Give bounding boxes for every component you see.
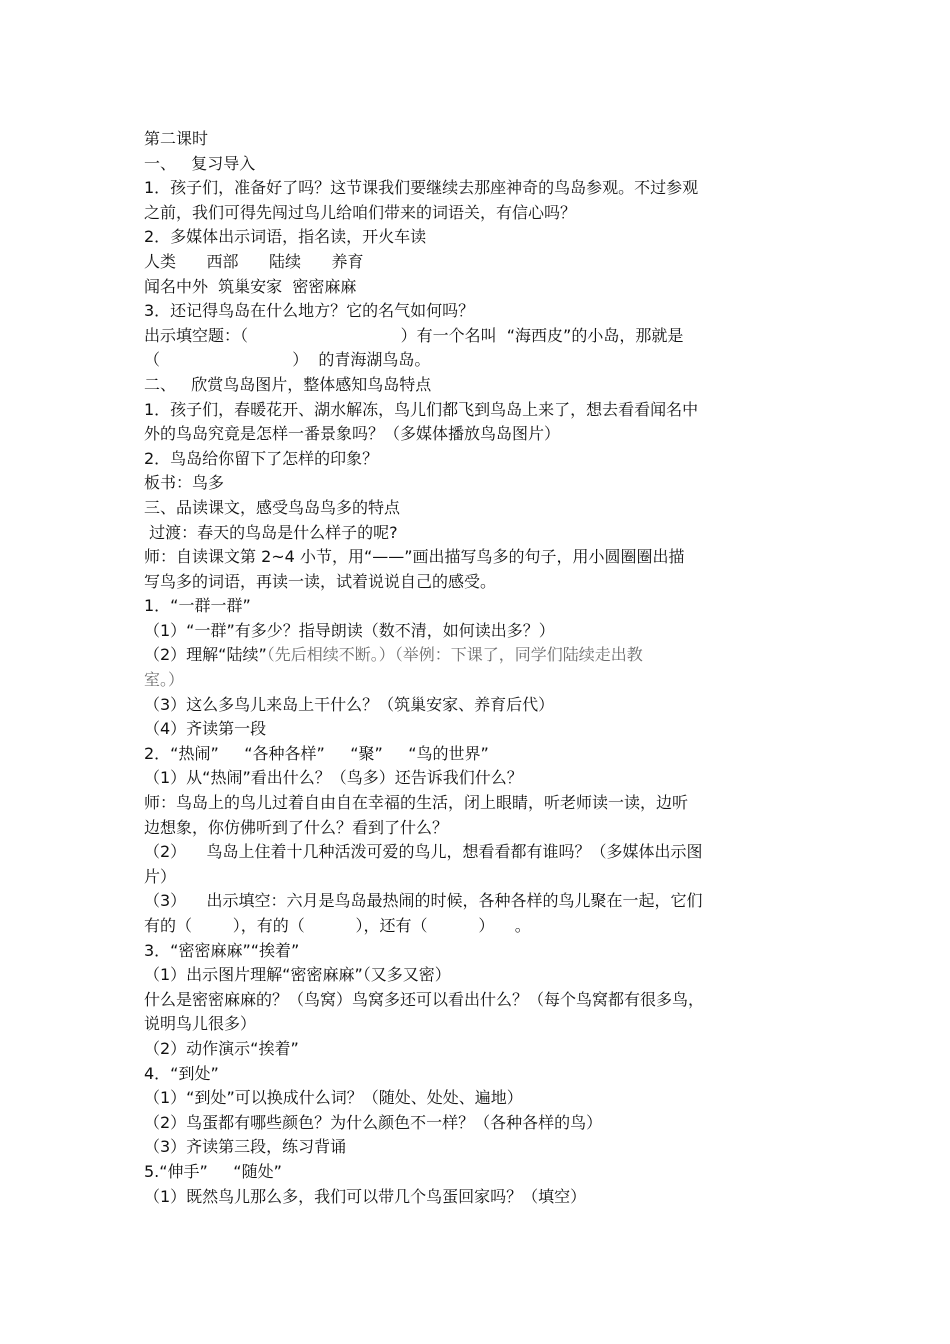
text-line: 室。） xyxy=(144,670,185,690)
text-line: （4）齐读第一段 xyxy=(144,719,267,739)
text-line: 片） xyxy=(144,866,177,886)
text-line: 4．“到处” xyxy=(144,1063,219,1083)
text-line: （1）既然鸟儿那么多，我们可以带几个鸟蛋回家吗？（填空） xyxy=(144,1186,587,1206)
text-line: 2．多媒体出示词语，指名读，开火车读 xyxy=(144,227,427,247)
text-line: 边想象，你仿佛听到了什么？看到了什么？ xyxy=(144,817,449,837)
text-line: 1．“一群一群” xyxy=(144,596,251,616)
text-line: （3）这么多鸟儿来岛上干什么？（筑巢安家、养育后代） xyxy=(144,694,555,714)
text-line: 过渡：春天的鸟岛是什么样子的呢? xyxy=(144,522,398,542)
text-line: （1）从“热闹”看出什么？（鸟多）还告诉我们什么？ xyxy=(144,768,523,788)
text-line: （3） 出示填空：六月是鸟岛最热闹的时候，各种各样的鸟儿聚在一起，它们 xyxy=(144,891,703,911)
text-line: 2．“热闹” “各种各样” “聚” “鸟的世界” xyxy=(144,743,489,763)
text-line: 师：鸟岛上的鸟儿过着自由自在幸福的生活，闭上眼睛，听老师读一读，边听 xyxy=(144,793,689,813)
text-line: 3．“密密麻麻”“挨着” xyxy=(144,940,300,960)
text-line: 写鸟多的词语，再读一读，试着说说自己的感受。 xyxy=(144,571,497,591)
text-line: 说明鸟儿很多） xyxy=(144,1014,257,1034)
text-line: 什么是密密麻麻的？（鸟窝）鸟窝多还可以看出什么？（每个鸟窝都有很多鸟， xyxy=(144,989,705,1009)
section-heading: 一、 复习导入 xyxy=(144,153,256,173)
text-line: 2．鸟岛给你留下了怎样的印象？ xyxy=(144,448,379,468)
text-line: 师：自读课文第 2~4 小节，用“——”画出描写鸟多的句子，用小圆圈圈出描 xyxy=(144,547,685,567)
fill-blank-line: （ ） 的青海湖鸟岛。 xyxy=(144,350,431,370)
document-body xyxy=(144,127,814,1209)
text-line: 之前，我们可得先闯过鸟儿给咱们带来的词语关，有信心吗？ xyxy=(144,202,577,222)
text-line: 5.“伸手” “随处” xyxy=(144,1161,282,1181)
text-line-mixed xyxy=(144,643,814,668)
text-line: 外的鸟岛究竟是怎样一番景象吗？（多媒体播放鸟岛图片） xyxy=(144,424,561,444)
text-line: （1）“一群”有多少？指导朗读（数不清，如何读出多？） xyxy=(144,620,555,640)
text-line: （3）齐读第三段，练习背诵 xyxy=(144,1137,347,1157)
vocabulary-line: 人类 西部 陆续 养育 xyxy=(144,251,364,271)
section-heading: 二、 欣赏鸟岛图片，整体感知鸟岛特点 xyxy=(144,374,432,394)
lujue-note: （先后相续不断。）（举例：下课了，同学们陆续走出教 xyxy=(266,645,643,665)
text-line: （2） 鸟岛上住着十几种活泼可爱的鸟儿，想看看都有谁吗？（多媒体出示图 xyxy=(144,842,703,862)
text-line: 1．孩子们，春暖花开、湖水解冻，鸟儿们都飞到鸟岛上来了，想去看看闻名中 xyxy=(144,399,699,419)
fill-blank-line: 有的（ ），有的（ ），还有（ ） 。 xyxy=(144,916,531,935)
text-line: （1）出示图片理解“密密麻麻”（又多又密） xyxy=(144,965,451,985)
text-line: （2）动作演示“挨着” xyxy=(144,1038,299,1058)
text-line: （1）“到处”可以换成什么词？（随处、处处、遍地） xyxy=(144,1088,523,1108)
text-line-part: （2）理解“陆续” xyxy=(144,645,267,665)
section-heading: 三、品读课文，感受鸟岛鸟多的特点 xyxy=(144,497,401,517)
text-line: 1．孩子们，准备好了吗？这节课我们要继续去那座神奇的鸟岛参观。不过参观 xyxy=(144,178,699,198)
lesson-title: 第二课时 xyxy=(144,129,209,148)
fill-blank-line: 出示填空题：（ ）有一个名叫 “海西皮”的小岛，那就是 xyxy=(144,325,684,345)
text-line: 3．还记得鸟岛在什么地方？它的名气如何吗？ xyxy=(144,301,475,321)
text-line: 板书：鸟多 xyxy=(144,473,225,493)
vocabulary-line: 闻名中外 筑巢安家 密密麻麻 xyxy=(144,276,357,296)
text-line: （2）鸟蛋都有哪些颜色？为什么颜色不一样？（各种各样的鸟） xyxy=(144,1112,603,1132)
